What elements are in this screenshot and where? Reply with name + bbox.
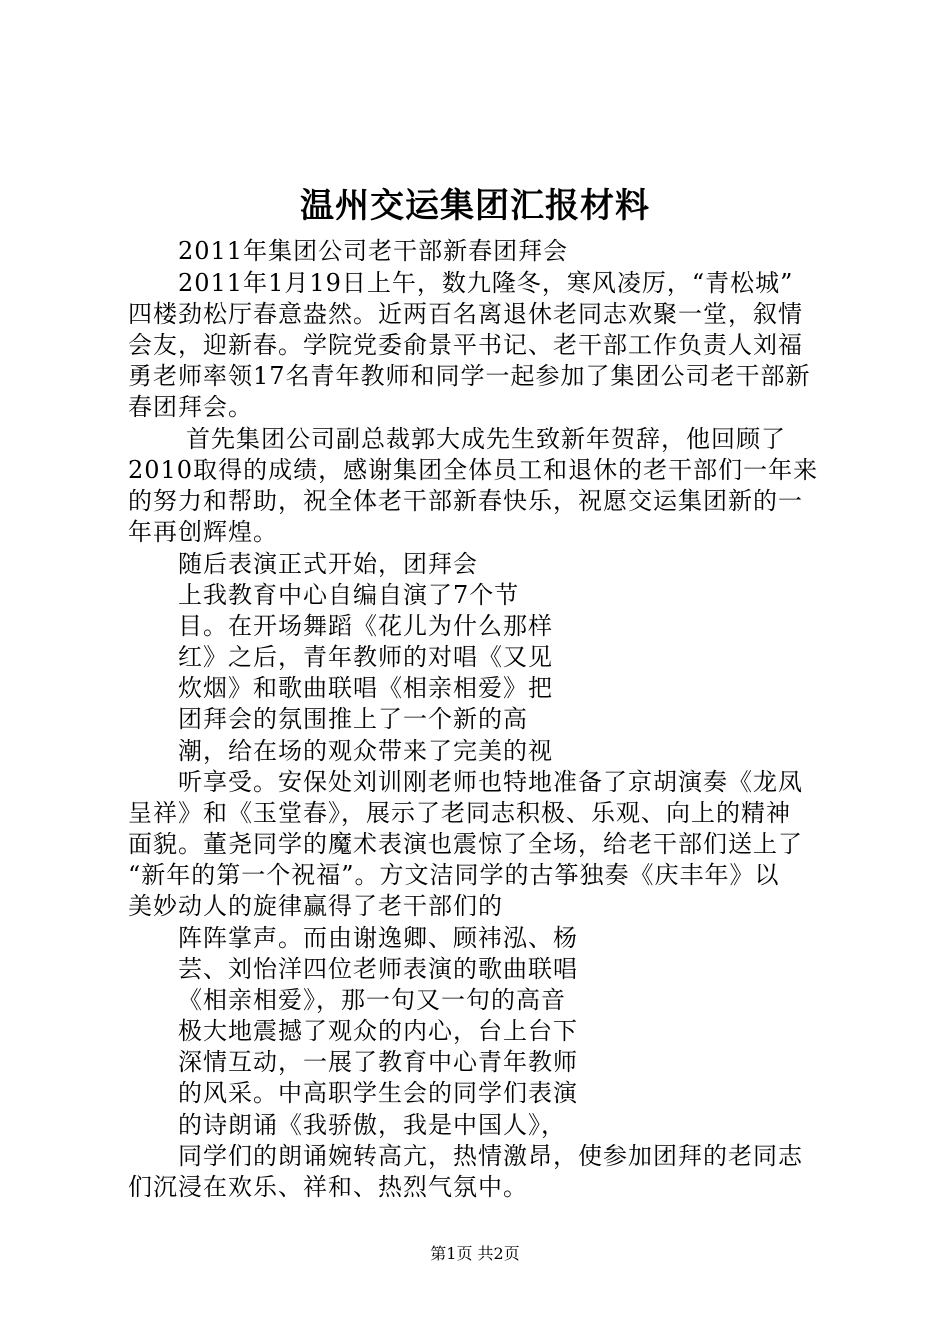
body-line: 年再创辉煌。 [128,518,278,546]
body-line: 同学们的朗诵婉转高亢，热情激昂，使参加团拜的老同志 [178,1142,803,1170]
body-line: 目。在开场舞蹈《花儿为什么那样 [178,612,553,640]
body-line: 2011年1月19日上午，数九隆冬，寒风凌厉，“青松城” [178,269,794,297]
body-line: 阵阵掌声。而由谢逸卿、顾祎泓、杨 [178,924,578,952]
body-line: 的诗朗诵《我骄傲，我是中国人》， [178,1111,566,1139]
body-line: 们沉浸在欢乐、祥和、热烈气氛中。 [128,1173,528,1201]
page-number-footer: 第1页 共2页 [430,1244,520,1263]
body-line: 勇老师率领17名青年教师和同学一起参加了集团公司老干部新 [128,362,811,390]
body-line: 炊烟》和歌曲联唱《相亲相爱》把 [178,674,553,702]
body-line: “新年的第一个祝福”。方文洁同学的古筝独奏《庆丰年》以 [128,861,780,889]
body-line: 2010取得的成绩，感谢集团全体员工和退休的老干部们一年来 [128,456,819,484]
body-line: 四楼劲松厅春意盎然。近两百名离退休老同志欢聚一堂，叙情 [128,300,803,328]
document-title: 温州交运集团汇报材料 [300,186,650,226]
body-line: 面貌。董尧同学的魔术表演也震惊了全场，给老干部们送上了 [128,830,803,858]
body-line: 首先集团公司副总裁郭大成先生致新年贺辞，他回顾了 [186,425,786,453]
body-line: 呈祥》和《玉堂春》，展示了老同志积极、乐观、向上的精神 [128,799,791,827]
body-line: 上我教育中心自编自演了7个节 [178,581,520,609]
body-line: 极大地震撼了观众的内心，台上台下 [178,1017,578,1045]
body-line: 深情互动，一展了教育中心青年教师 [178,1048,578,1076]
body-line: 随后表演正式开始，团拜会 [178,550,478,578]
body-line: 听享受。安保处刘训刚老师也特地准备了京胡演奏《龙凤 [178,768,803,796]
body-line: 芸、刘怡洋四位老师表演的歌曲联唱 [178,955,578,983]
body-line: 春团拜会。 [128,393,253,421]
body-line: 红》之后，青年教师的对唱《又见 [178,643,553,671]
body-line: 2011年集团公司老干部新春团拜会 [178,237,569,265]
body-line: 团拜会的氛围推上了一个新的高 [178,705,528,733]
body-line: 美妙动人的旋律赢得了老干部们的 [128,892,503,920]
body-line: 潮，给在场的观众带来了完美的视 [178,737,553,765]
body-line: 《相亲相爱》，那一句又一句的高音 [178,986,566,1014]
body-line: 会友，迎新春。学院党委俞景平书记、老干部工作负责人刘福 [128,331,803,359]
body-line: 的努力和帮助，祝全体老干部新春快乐，祝愿交运集团新的一 [128,487,803,515]
body-line: 的风采。中高职学生会的同学们表演 [178,1079,578,1107]
